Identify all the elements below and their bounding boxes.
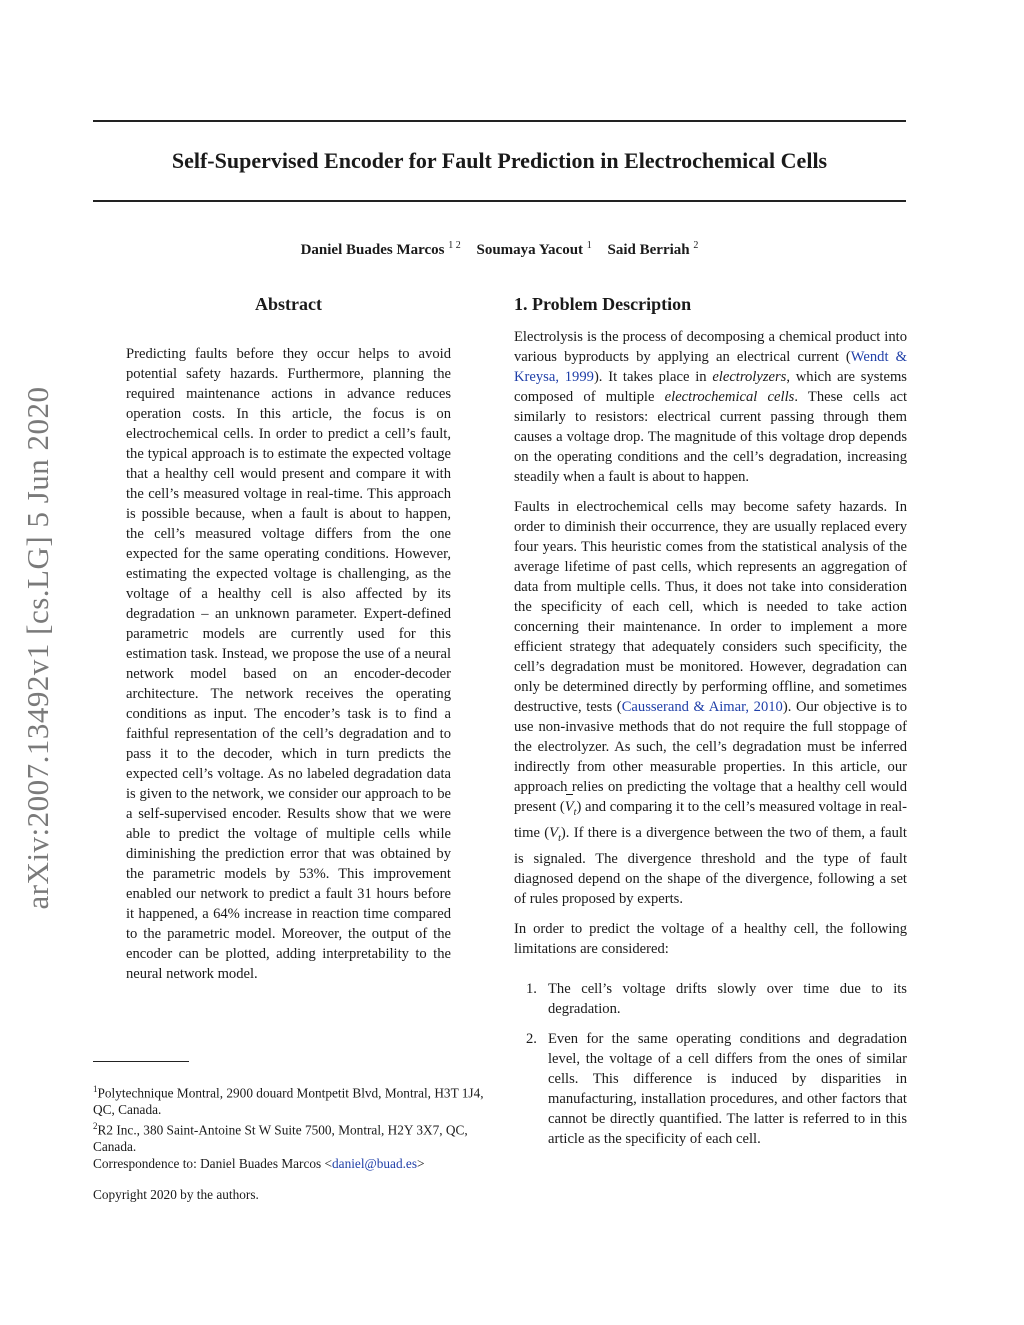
limitations-list xyxy=(514,979,907,1149)
author-affiliation: 2 xyxy=(693,240,699,251)
author-affiliation: 1 xyxy=(586,240,592,251)
title-rule-top xyxy=(93,120,906,122)
list-number: 2. xyxy=(526,1030,537,1047)
list-item xyxy=(514,1029,907,1149)
author-name: Said Berriah xyxy=(607,242,690,258)
text-run: Electrolysis is the process of decomposing a chemical product into various byproducts by applying an electrical current ( xyxy=(514,329,907,365)
math-symbol: V xyxy=(564,799,574,815)
email-link[interactable]: daniel@buad.es xyxy=(332,1155,418,1171)
arxiv-identifier: arXiv:2007.13492v1 [cs.LG] 5 Jun 2020 xyxy=(20,386,55,910)
section-body xyxy=(514,327,907,1159)
paper-title: Self-Supervised Encoder for Fault Prediction in Electrochemical Cells xyxy=(171,148,828,173)
math-symbol: V xyxy=(549,824,559,841)
footnote-text: Polytechnique Montral, 2900 douard Montpetit Blvd, Montral, H3T 1J4, QC, Canada. xyxy=(93,1085,484,1117)
title-rule-bottom xyxy=(93,200,906,202)
footnote-divider xyxy=(93,1061,189,1062)
author-name: Daniel Buades Marcos xyxy=(300,242,445,258)
author xyxy=(608,242,699,258)
list-number: 1. xyxy=(526,980,537,997)
footnotes xyxy=(93,1081,488,1204)
abstract-text: Predicting faults before they occur helps to avoid potential safety hazards. Furthermore, planning the required maintenance actions in advance reduces operation costs. In this article, the focus is on electrochemical cells. In order to predict a cell’s fault, the typical approach is to estimate the expected voltage that a healthy cell would present and compare it with the cell’s measured voltage in real-time. This approach is possible because, when a fault is about to happen, the cell’s measured voltage differs from the one expected for the same operating conditions. However, estimating the expected voltage is challenging, as the voltage of a healthy cell is also affected by its degradation – an unknown parameter. Expert-defined parametric models are currently used for this estimation task. Instead, we propose the use of a neural network model based on an encoder-decoder architecture. The network receives the operating conditions as input. The encoder’s task is to find a faithful representation of the cell’s degradation and to pass it to the decoder, which in turn predicts the expected cell’s voltage. As no labeled degradation data is given to the network, we consider our approach to be a self-supervised encoder. Results show that we were able to predict the voltage of multiple cells while diminishing the prediction error that was obtained by the parametric models by 53%. This improvement enabled our network to predict a fault 31 hours before it happened, a 64% increase in reaction time compared to the parametric model. Moreover, the output of the encoder can be plotted, adding interpretability to the neural network model. xyxy=(126,346,451,982)
copyright-notice: Copyright 2020 by the authors. xyxy=(93,1187,259,1203)
emphasis: electrolyzers xyxy=(712,369,787,385)
author xyxy=(477,242,592,258)
footnote-2 xyxy=(93,1118,488,1155)
footnote-1 xyxy=(93,1081,488,1118)
author-name: Soumaya Yacout xyxy=(476,242,584,258)
paragraph: In order to predict the voltage of a healthy cell, the following limitations are considered: xyxy=(514,920,907,957)
paragraph xyxy=(514,327,907,487)
text-run: Faults in electrochemical cells may become safety hazards. In order to diminish their occurrence, they are usually replaced every four years. This heuristic comes from the statistical analysis of the average lifetime of past cells, which represents an aggregation of data from multiple cells. Thus, it does not take into consideration the specificity of each cell, which is needed to take action concerning their maintenance. In order to implement a more efficient strategy that adequately considers such specificity, the cell’s degradation must be monitored. However, degradation can only be determined directly by performing offline, and sometimes destructive, tests ( xyxy=(514,499,907,715)
paragraph xyxy=(514,497,907,909)
text-run: ). It takes place in xyxy=(593,369,713,385)
text-run: ). If there is a divergence between the two of them, a fault is signaled. The divergence threshold and the type of fault diagnosed depend on the shape of the divergence, following a set of rules proposed by experts. xyxy=(514,824,907,907)
emphasis: electrochemical cells xyxy=(664,389,795,405)
citation-link[interactable]: Causserand & Aimar, 2010 xyxy=(621,699,783,715)
citation-link[interactable]: Wendt & Kreysa, 1999 xyxy=(514,349,907,385)
text-run: ) and comparing it to the cell’s measured voltage in real-time ( xyxy=(514,799,907,841)
correspondence-prefix: Correspondence to: Daniel Buades Marcos < xyxy=(93,1155,333,1171)
footnote-text: R2 Inc., 380 Saint-Antoine St W Suite 7500, Montral, H2Y 3X7, QC, Canada. xyxy=(93,1122,468,1155)
correspondence xyxy=(93,1156,488,1173)
list-item xyxy=(514,979,907,1019)
author xyxy=(301,242,461,258)
math-subscript: t xyxy=(573,806,577,818)
list-text: The cell’s voltage drifts slowly over time due to its degradation. xyxy=(548,980,907,1017)
text-run: . These cells act similarly to resistors: electrical current passing through them causes a voltage drop. The magnitude of this voltage drop depends on the operating conditions and the cell’s degradation, increasing steadily when a fault is about to happen. xyxy=(514,389,907,485)
text-run: , which are systems composed of multiple xyxy=(514,369,907,405)
author-list xyxy=(93,236,906,260)
abstract-heading: Abstract xyxy=(255,294,322,314)
correspondence-suffix: > xyxy=(417,1155,425,1171)
list-text: Even for the same operating conditions and degradation level, the voltage of a cell differs from the ones of similar cells. This difference is induced by disparities in manufacturing, installation procedures, and other factors that cannot be directly quantified. The latter is referred to in this article as the specificity of each cell. xyxy=(548,1030,907,1147)
math-v-hat xyxy=(564,799,577,818)
math-subscript: t xyxy=(558,832,561,844)
text-run: ). Our objective is to use non-invasive methods that do not require the full stoppage of the electrolyzer. As such, the cell’s degradation must be inferred indirectly from other measurable properties. In this article, our approach relies on predicting the voltage that a healthy cell would present ( xyxy=(514,699,908,815)
footnote-mark: 1 xyxy=(93,1084,98,1094)
section-heading: 1. Problem Description xyxy=(514,294,692,314)
author-affiliation: 1 2 xyxy=(448,240,461,251)
math-v xyxy=(549,824,561,844)
footnote-mark: 2 xyxy=(93,1121,98,1132)
